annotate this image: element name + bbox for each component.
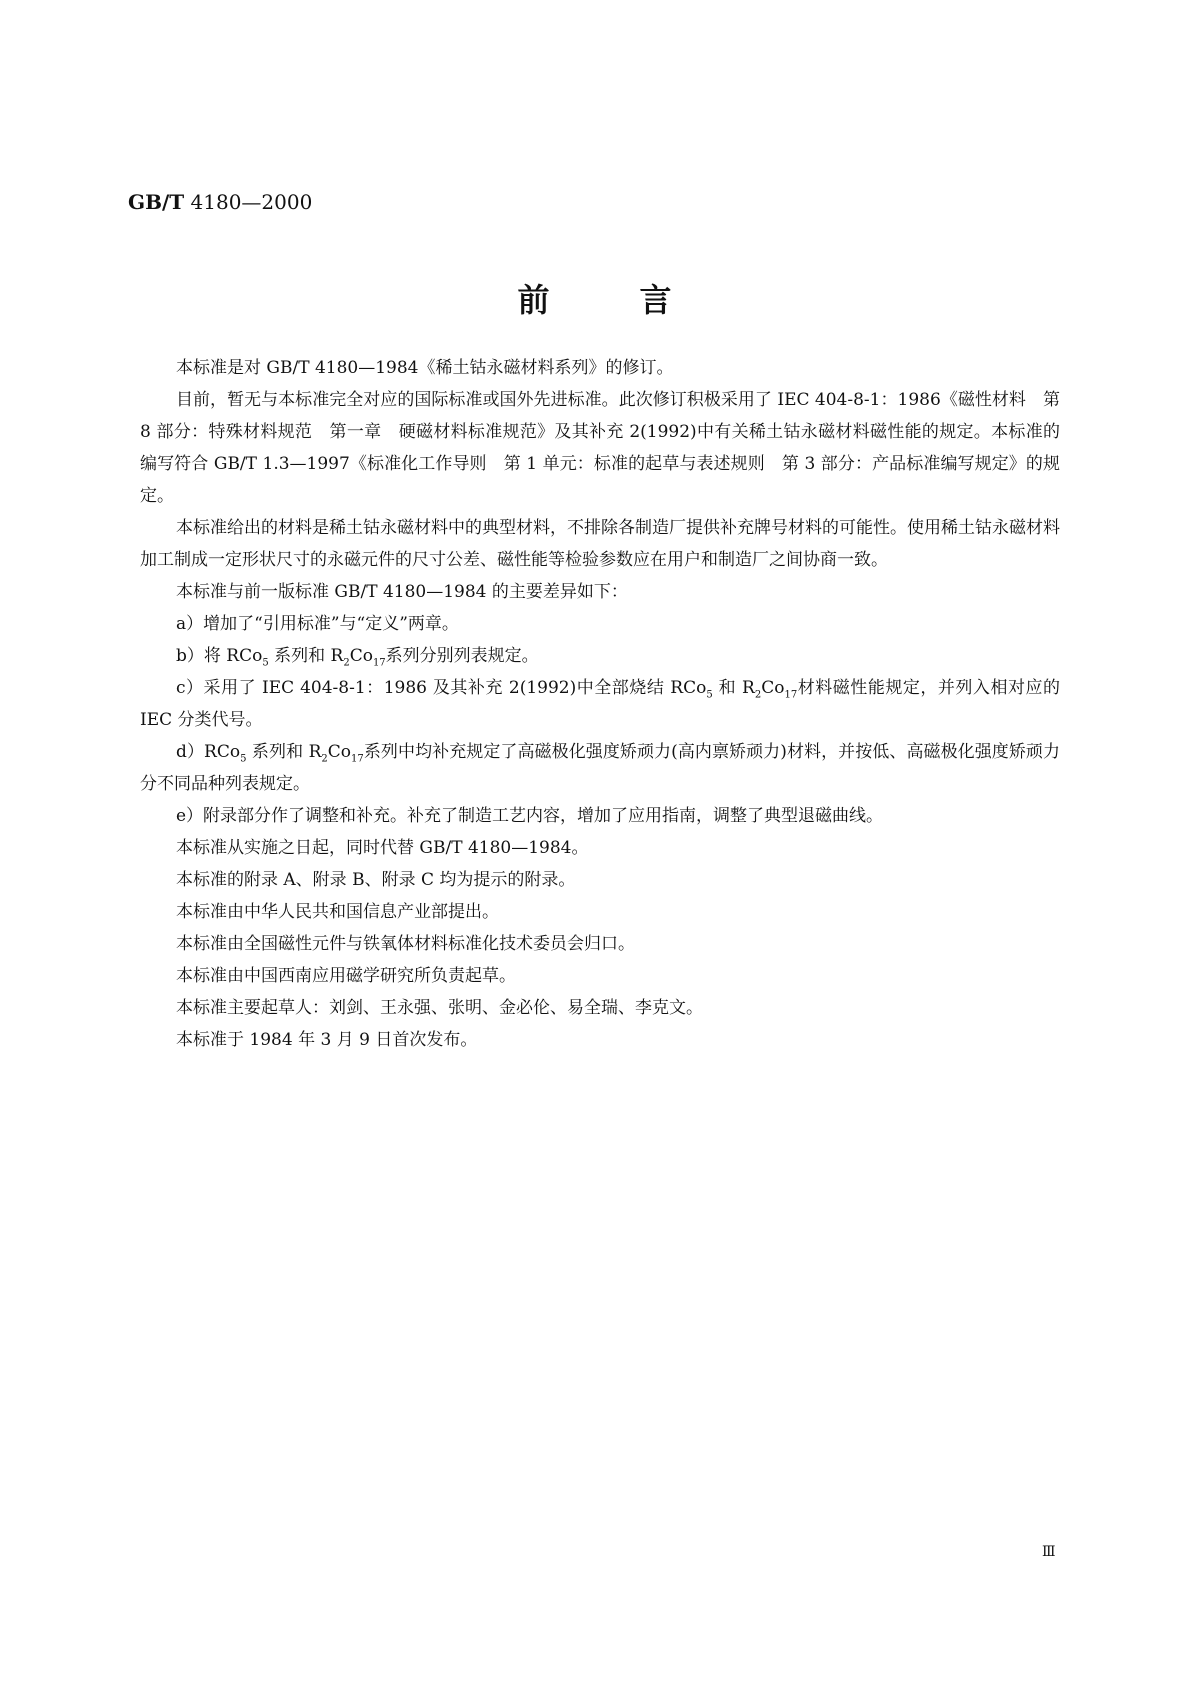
paragraph-drafting-unit: 本标准由中国西南应用磁学研究所负责起草。 — [176, 966, 516, 986]
list-item-b: b）将 RCo$_5$ 系列和 $R_2Co_{17}$系列分别列表规定。 — [176, 646, 539, 669]
standard-prefix: GB/T — [128, 190, 185, 214]
paragraph-differences-intro: 本标准与前一版标准 GB/T 4180—1984 的主要差异如下： — [176, 582, 628, 602]
standard-code — [128, 190, 312, 214]
paragraph-proposed-by: 本标准由中华人民共和国信息产业部提出。 — [176, 902, 499, 922]
list-item-d: d）RCo$_5$ 系列和 $R_2Co_{17}$系列中均补充规定了高磁极化强度矫顽力(高内禀矫顽力)材料，并按低、高磁极化强度矫顽力分不同品种列表规定。 — [140, 742, 1061, 794]
paragraph-drafters: 本标准主要起草人：刘剑、王永强、张明、金必伦、易全瑞、李克文。 — [176, 998, 703, 1018]
foreword-body — [140, 352, 1060, 1056]
title-char-1: 前 — [517, 281, 552, 319]
page-number: Ⅲ — [1042, 1544, 1056, 1560]
paragraph-international-standards: 目前，暂无与本标准完全对应的国际标准或国外先进标准。此次修订积极采用了 IEC 404-8-1：1986《磁性材料 第 8 部分：特殊材料规范 第一章 硬磁材料标准规范》及其补充 2(1992)中有关稀土钴永磁材料磁性能的规定。本标准的编写符合 GB/T 1.3—1997《标准化工作导则 第 1 单元：标准的起草与表述规则 第 3 部分：产品标准编写规定》的规定。 — [140, 390, 1060, 506]
list-item-a: a）增加了“引用标准”与“定义”两章。 — [176, 614, 459, 634]
page-title — [0, 280, 1191, 320]
paragraph-typical-materials: 本标准给出的材料是稀土钴永磁材料中的典型材料，不排除各制造厂提供补充牌号材料的可能性。使用稀土钴永磁材料加工制成一定形状尺寸的永磁元件的尺寸公差、磁性能等检验参数应在用户和制造厂之间协商一致。 — [140, 518, 1060, 570]
paragraph-responsible-committee: 本标准由全国磁性元件与铁氧体材料标准化技术委员会归口。 — [176, 934, 635, 954]
title-char-2: 言 — [639, 281, 674, 319]
paragraph-replacement: 本标准从实施之日起，同时代替 GB/T 4180—1984。 — [176, 838, 589, 858]
paragraph-first-publication: 本标准于 1984 年 3 月 9 日首次发布。 — [176, 1030, 478, 1050]
paragraph-revision-note: 本标准是对 GB/T 4180—1984《稀土钴永磁材料系列》的修订。 — [176, 358, 674, 378]
paragraph-appendices: 本标准的附录 A、附录 B、附录 C 均为提示的附录。 — [176, 870, 576, 890]
standard-number: 4180—2000 — [190, 190, 313, 214]
list-item-c: c）采用了 IEC 404-8-1：1986 及其补充 2(1992)中全部烧结 RCo$_5$ 和 $R_2Co_{17}$材料磁性能规定，并列入相对应的 IEC 分类代号。 — [140, 678, 1061, 730]
list-item-e: e）附录部分作了调整和补充。补充了制造工艺内容，增加了应用指南，调整了典型退磁曲线。 — [176, 806, 884, 826]
